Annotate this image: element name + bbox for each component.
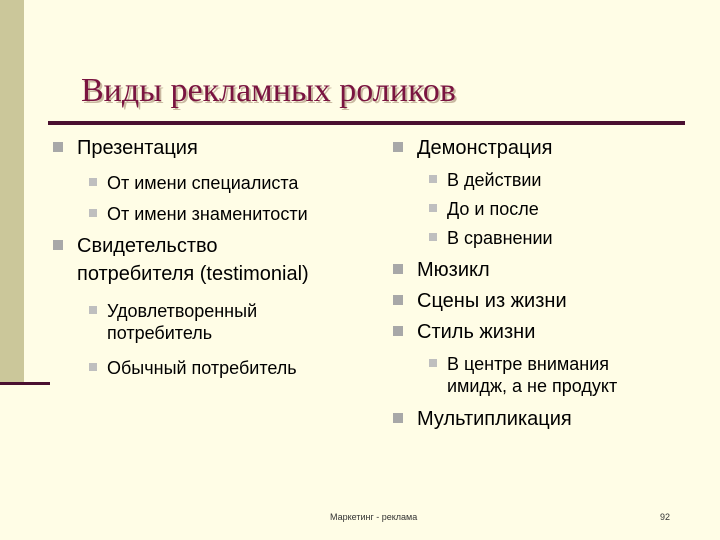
square-bullet-icon: [89, 306, 97, 314]
square-bullet-icon: [393, 413, 403, 423]
square-bullet-icon: [53, 240, 63, 250]
list-item: Презентация: [77, 137, 198, 159]
list-item: Мюзикл: [417, 259, 490, 281]
list-item-continuation: имидж, а не продукт: [447, 376, 618, 396]
list-item: В сравнении: [447, 228, 553, 248]
list-item: Сцены из жизни: [417, 290, 567, 312]
list-item: В центре внимания: [447, 354, 610, 374]
list-item: Свидетельство: [77, 235, 218, 257]
list-item: Мультипликация: [417, 408, 572, 430]
list-item-continuation: потребитель: [107, 323, 213, 343]
square-bullet-icon: [429, 175, 437, 183]
list-item: Стиль жизни: [417, 321, 536, 343]
title-underline: [48, 121, 685, 125]
square-bullet-icon: [393, 142, 403, 152]
square-bullet-icon: [393, 264, 403, 274]
square-bullet-icon: [89, 363, 97, 371]
list-item: От имени специалиста: [107, 173, 299, 193]
left-accent-band: [0, 0, 24, 384]
list-item: До и после: [447, 199, 539, 219]
square-bullet-icon: [53, 142, 63, 152]
left-accent-rule: [0, 382, 50, 385]
footer-caption: Маркетинг - реклама: [330, 512, 418, 522]
square-bullet-icon: [393, 326, 403, 336]
slide-title: Виды рекламных роликов: [81, 72, 456, 109]
square-bullet-icon: [429, 359, 437, 367]
square-bullet-icon: [429, 233, 437, 241]
list-item: От имени знаменитости: [107, 204, 308, 224]
list-item-continuation: потребителя (testimonial): [77, 263, 309, 285]
list-item: В действии: [447, 170, 542, 190]
list-item: Демонстрация: [417, 137, 553, 159]
square-bullet-icon: [89, 178, 97, 186]
list-item: Обычный потребитель: [107, 358, 297, 378]
square-bullet-icon: [393, 295, 403, 305]
square-bullet-icon: [89, 209, 97, 217]
page-number: 92: [660, 512, 671, 522]
square-bullet-icon: [429, 204, 437, 212]
list-item: Удовлетворенный: [107, 301, 258, 321]
